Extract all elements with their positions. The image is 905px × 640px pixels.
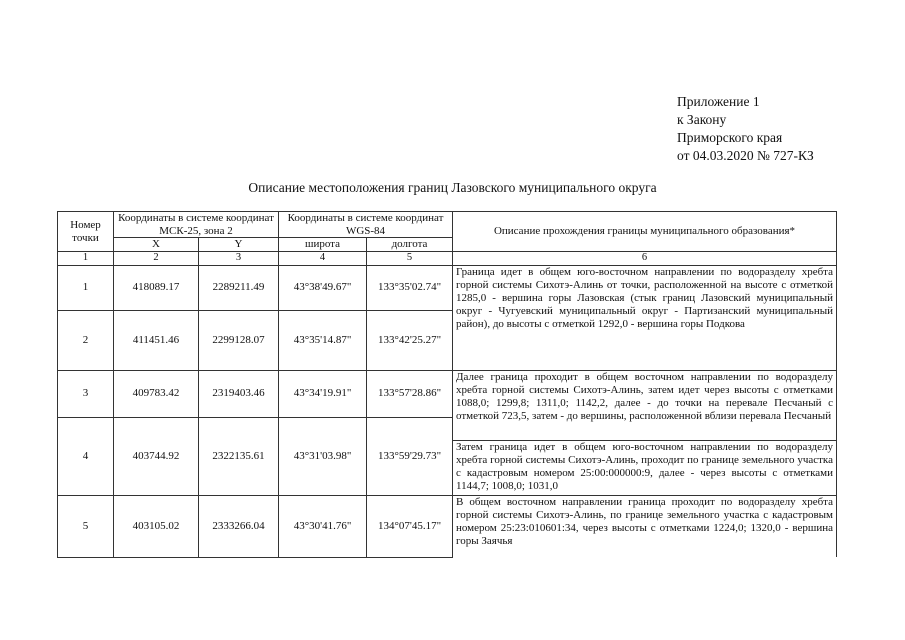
- coord-lat: 43°34'19.91": [279, 370, 367, 417]
- coord-y: 2319403.46: [199, 370, 279, 417]
- header-wgs-group: Координаты в системе координат WGS-84: [279, 212, 453, 238]
- column-number: 6: [453, 252, 837, 266]
- table-row: [58, 265, 837, 310]
- coord-lon: 133°42'25.27": [367, 310, 453, 370]
- point-number: 1: [58, 265, 114, 310]
- appendix-line: Приморского края: [677, 130, 783, 145]
- coord-y: 2322135.61: [199, 417, 279, 495]
- appendix-line: к Закону: [677, 112, 727, 127]
- header-msk-group: Координаты в системе координат МСК-25, зона 2: [114, 212, 279, 238]
- coord-lon: 133°35'02.74": [367, 265, 453, 310]
- header-point-number: Номер точки: [58, 212, 114, 252]
- coord-lat: 43°31'03.98": [279, 417, 367, 495]
- header-description: Описание прохождения границы муниципального образования*: [453, 212, 837, 252]
- header-lat: широта: [279, 238, 367, 252]
- coord-x: 411451.46: [114, 310, 199, 370]
- column-number: 2: [114, 252, 199, 266]
- coord-lon: 133°57'28.86": [367, 370, 453, 417]
- table-row: [58, 495, 837, 557]
- boundary-table: [57, 211, 837, 558]
- coord-x: 403105.02: [114, 495, 199, 557]
- column-number: 4: [279, 252, 367, 266]
- column-number: 5: [367, 252, 453, 266]
- table-row: [58, 370, 837, 395]
- coord-y: 2299128.07: [199, 310, 279, 370]
- coord-lat: 43°38'49.67": [279, 265, 367, 310]
- appendix-line: Приложение 1: [677, 94, 760, 109]
- point-number: 5: [58, 495, 114, 557]
- segment-description: Граница идет в общем юго-восточном направлении по водоразделу хребта горной системы Сихотэ-Алинь от точки, расположенной на высоте с отметкой 1285,0 - вершина горы Лазовская (стык границ Лазовский муниципальный округ - Чугуевский муниципальный округ - Партизанский муниципальный район), до высоты с отметкой 1292,0 - вершина горы Подкова: [453, 265, 837, 370]
- segment-description: Далее граница проходит в общем восточном направлении по водоразделу хребта горной системы Сихотэ-Алинь, затем идет через высоты с отметками 1088,0; 1299,8; 1311,0; 1142,2, далее - до точки на перевале Песчаный с отметкой 723,5, затем - до вершины, расположенной вблизи перевала Песчаный: [453, 370, 837, 440]
- header-x: X: [114, 238, 199, 252]
- header-y: Y: [199, 238, 279, 252]
- coord-y: 2289211.49: [199, 265, 279, 310]
- column-number: 3: [199, 252, 279, 266]
- coord-x: 418089.17: [114, 265, 199, 310]
- appendix-block: [677, 93, 814, 165]
- point-number: 4: [58, 417, 114, 495]
- segment-description: Затем граница идет в общем юго-восточном направлении по водоразделу хребта горной системы Сихотэ-Алинь, проходит по границе земельного участка с кадастровым номером 25:00:000000:9, далее - через высоты с отметками 1144,7; 1008,0; 1031,0: [453, 440, 837, 495]
- column-number: 1: [58, 252, 114, 266]
- appendix-line: от 04.03.2020 № 727-КЗ: [677, 148, 814, 163]
- coord-lat: 43°35'14.87": [279, 310, 367, 370]
- segment-description: В общем восточном направлении граница проходит по водоразделу хребта горной системы Сихотэ-Алинь, по границе земельного участка с кадастровым номером 25:23:010601:34, через высоты с отметками 1224,0; 1320,0 - вершина горы Заячья: [453, 495, 837, 557]
- coord-y: 2333266.04: [199, 495, 279, 557]
- coord-x: 409783.42: [114, 370, 199, 417]
- coord-lon: 134°07'45.17": [367, 495, 453, 557]
- header-lon: долгота: [367, 238, 453, 252]
- point-number: 3: [58, 370, 114, 417]
- document-title: Описание местоположения границ Лазовского муниципального округа: [248, 180, 657, 195]
- coord-lon: 133°59'29.73": [367, 417, 453, 495]
- point-number: 2: [58, 310, 114, 370]
- coord-x: 403744.92: [114, 417, 199, 495]
- coord-lat: 43°30'41.76": [279, 495, 367, 557]
